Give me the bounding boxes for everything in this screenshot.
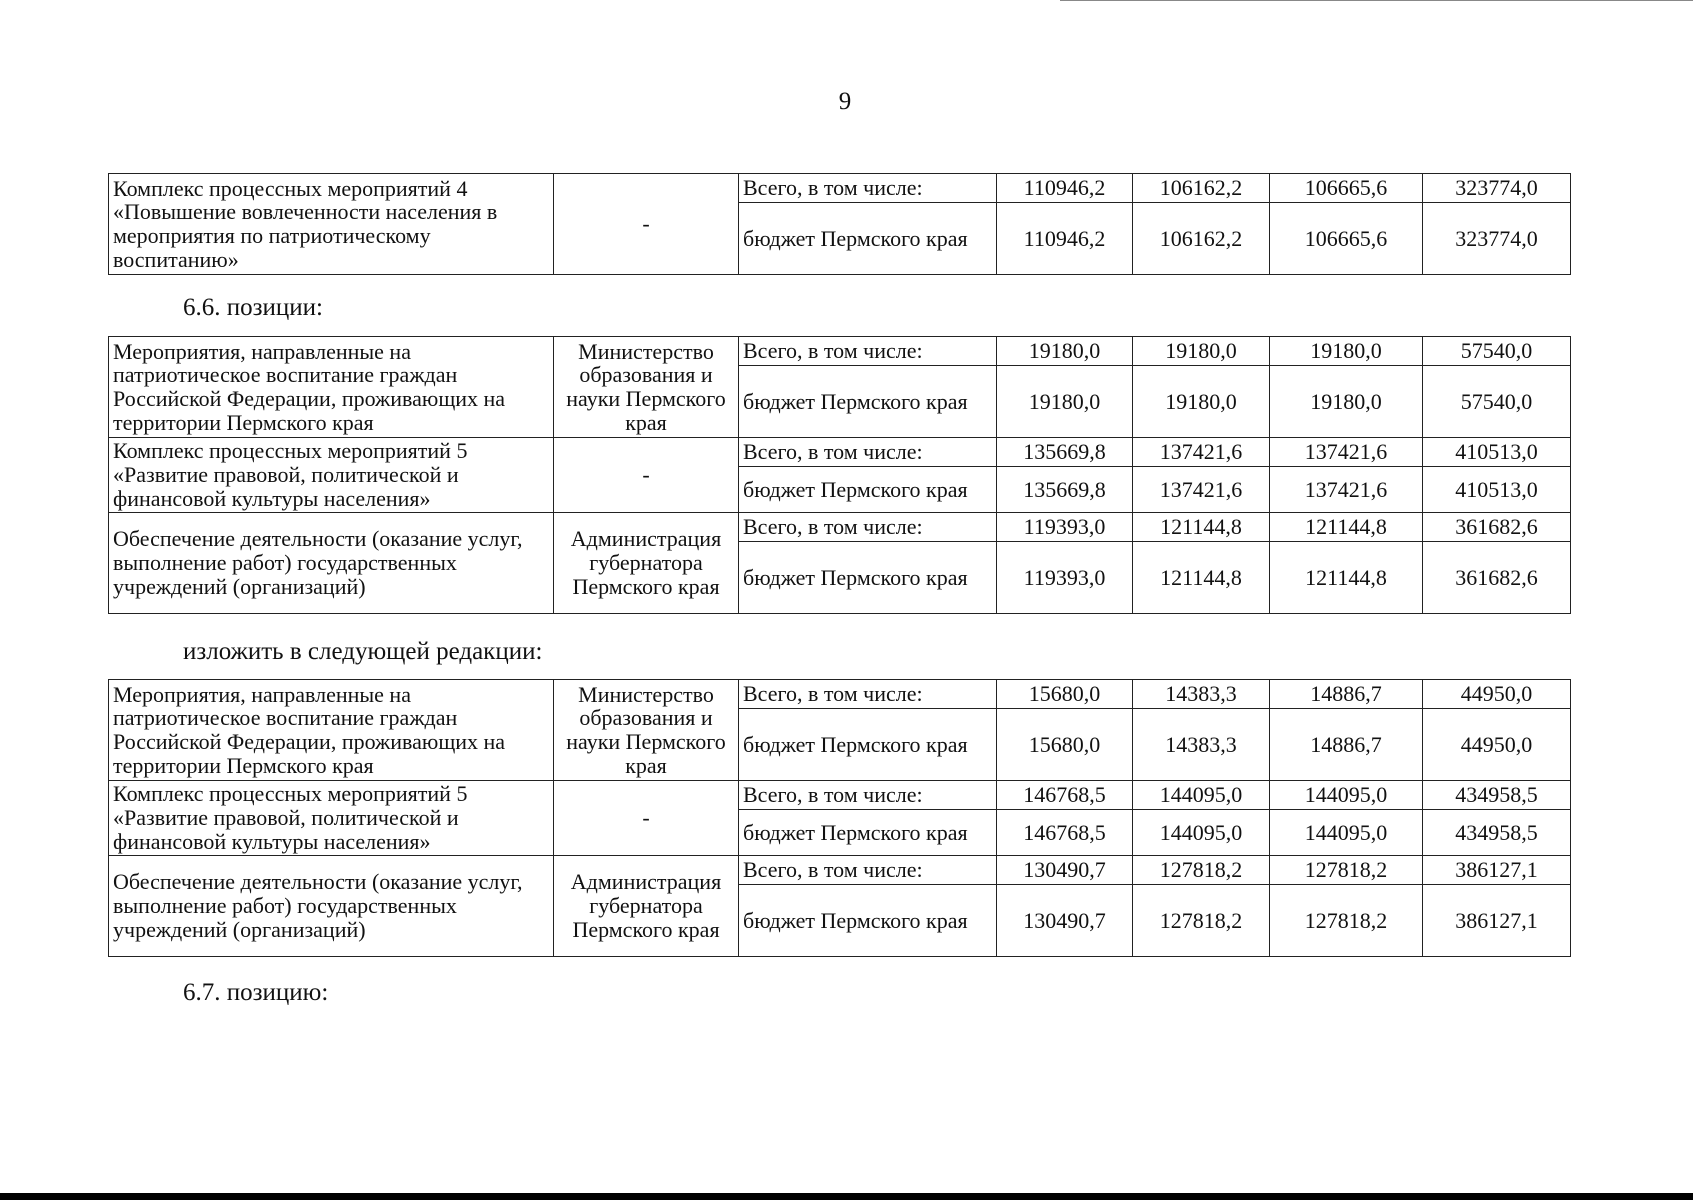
year-2-value: 137421,6 [1133, 467, 1270, 513]
year-1-value: 19180,0 [997, 366, 1133, 438]
total-value: 361682,6 [1423, 542, 1571, 614]
budget-table-1 [108, 173, 1571, 275]
year-2-value: 19180,0 [1133, 366, 1270, 438]
year-3-value: 19180,0 [1270, 337, 1423, 366]
funding-source: Всего, в том числе: [739, 680, 997, 709]
year-1-value: 119393,0 [997, 542, 1133, 614]
total-value: 323774,0 [1423, 203, 1571, 275]
executor: - [554, 438, 739, 513]
year-3-value: 137421,6 [1270, 438, 1423, 467]
year-3-value: 14886,7 [1270, 680, 1423, 709]
year-2-value: 121144,8 [1133, 542, 1270, 614]
year-3-value: 19180,0 [1270, 366, 1423, 438]
total-value: 44950,0 [1423, 680, 1571, 709]
year-2-value: 106162,2 [1133, 174, 1270, 203]
activity-name: Комплекс процессных мероприятий 5 «Развитие правовой, политической и финансовой культуры населения» [109, 438, 554, 513]
year-2-value: 106162,2 [1133, 203, 1270, 275]
executor: Министерство образования и науки Пермского края [554, 680, 739, 781]
year-3-value: 144095,0 [1270, 810, 1423, 856]
section-heading-6-6: 6.6. позиции: [183, 294, 323, 321]
year-3-value: 137421,6 [1270, 467, 1423, 513]
year-1-value: 15680,0 [997, 709, 1133, 781]
table-row [109, 174, 1571, 203]
edit-instruction: изложить в следующей редакции: [183, 638, 543, 665]
funding-source: бюджет Пермского края [739, 810, 997, 856]
funding-source: бюджет Пермского края [739, 366, 997, 438]
total-value: 44950,0 [1423, 709, 1571, 781]
funding-source: бюджет Пермского края [739, 203, 997, 275]
year-2-value: 121144,8 [1133, 513, 1270, 542]
year-1-value: 130490,7 [997, 856, 1133, 885]
year-1-value: 146768,5 [997, 810, 1133, 856]
year-2-value: 127818,2 [1133, 885, 1270, 957]
page-number: 9 [838, 88, 852, 115]
year-3-value: 121144,8 [1270, 542, 1423, 614]
scan-bottom-edge [0, 1193, 1693, 1200]
table-row [109, 856, 1571, 885]
executor: Администрация губернатора Пермского края [554, 856, 739, 957]
year-1-value: 146768,5 [997, 781, 1133, 810]
year-3-value: 106665,6 [1270, 174, 1423, 203]
table-row [109, 680, 1571, 709]
total-value: 410513,0 [1423, 438, 1571, 467]
funding-source: бюджет Пермского края [739, 885, 997, 957]
section-heading-6-7: 6.7. позицию: [183, 979, 329, 1006]
total-value: 386127,1 [1423, 885, 1571, 957]
total-value: 57540,0 [1423, 366, 1571, 438]
total-value: 323774,0 [1423, 174, 1571, 203]
year-2-value: 127818,2 [1133, 856, 1270, 885]
total-value: 57540,0 [1423, 337, 1571, 366]
table-row [109, 513, 1571, 542]
funding-source: Всего, в том числе: [739, 174, 997, 203]
funding-source: Всего, в том числе: [739, 856, 997, 885]
budget-table-2 [108, 336, 1571, 614]
total-value: 434958,5 [1423, 781, 1571, 810]
funding-source: бюджет Пермского края [739, 467, 997, 513]
funding-source: Всего, в том числе: [739, 337, 997, 366]
funding-source: бюджет Пермского края [739, 542, 997, 614]
activity-name: Комплекс процессных мероприятий 5 «Развитие правовой, политической и финансовой культуры населения» [109, 781, 554, 856]
activity-name: Обеспечение деятельности (оказание услуг, выполнение работ) государственных учреждений (организаций) [109, 513, 554, 614]
table-row [109, 781, 1571, 810]
year-2-value: 144095,0 [1133, 810, 1270, 856]
year-2-value: 137421,6 [1133, 438, 1270, 467]
funding-source: Всего, в том числе: [739, 513, 997, 542]
activity-name: Мероприятия, направленные на патриотическое воспитание граждан Российской Федерации, проживающих на территории Пермского края [109, 680, 554, 781]
total-value: 386127,1 [1423, 856, 1571, 885]
year-1-value: 135669,8 [997, 438, 1133, 467]
executor: - [554, 781, 739, 856]
executor: - [554, 174, 739, 275]
table-row [109, 337, 1571, 366]
funding-source: Всего, в том числе: [739, 781, 997, 810]
year-3-value: 144095,0 [1270, 781, 1423, 810]
year-3-value: 127818,2 [1270, 885, 1423, 957]
activity-name: Обеспечение деятельности (оказание услуг, выполнение работ) государственных учреждений (организаций) [109, 856, 554, 957]
year-1-value: 15680,0 [997, 680, 1133, 709]
year-1-value: 130490,7 [997, 885, 1133, 957]
year-1-value: 110946,2 [997, 203, 1133, 275]
year-1-value: 135669,8 [997, 467, 1133, 513]
year-3-value: 121144,8 [1270, 513, 1423, 542]
year-3-value: 127818,2 [1270, 856, 1423, 885]
table-row [109, 438, 1571, 467]
scan-top-edge [1060, 0, 1693, 1]
total-value: 361682,6 [1423, 513, 1571, 542]
year-2-value: 14383,3 [1133, 680, 1270, 709]
budget-table-3 [108, 679, 1571, 957]
year-2-value: 144095,0 [1133, 781, 1270, 810]
year-3-value: 14886,7 [1270, 709, 1423, 781]
funding-source: Всего, в том числе: [739, 438, 997, 467]
total-value: 434958,5 [1423, 810, 1571, 856]
year-1-value: 110946,2 [997, 174, 1133, 203]
total-value: 410513,0 [1423, 467, 1571, 513]
activity-name: Мероприятия, направленные на патриотическое воспитание граждан Российской Федерации, проживающих на территории Пермского края [109, 337, 554, 438]
year-2-value: 19180,0 [1133, 337, 1270, 366]
executor: Министерство образования и науки Пермского края [554, 337, 739, 438]
executor: Администрация губернатора Пермского края [554, 513, 739, 614]
year-2-value: 14383,3 [1133, 709, 1270, 781]
year-3-value: 106665,6 [1270, 203, 1423, 275]
year-1-value: 19180,0 [997, 337, 1133, 366]
activity-name: Комплекс процессных мероприятий 4 «Повышение вовлеченности населения в мероприятия по патриотическому воспитанию» [109, 174, 554, 275]
funding-source: бюджет Пермского края [739, 709, 997, 781]
year-1-value: 119393,0 [997, 513, 1133, 542]
